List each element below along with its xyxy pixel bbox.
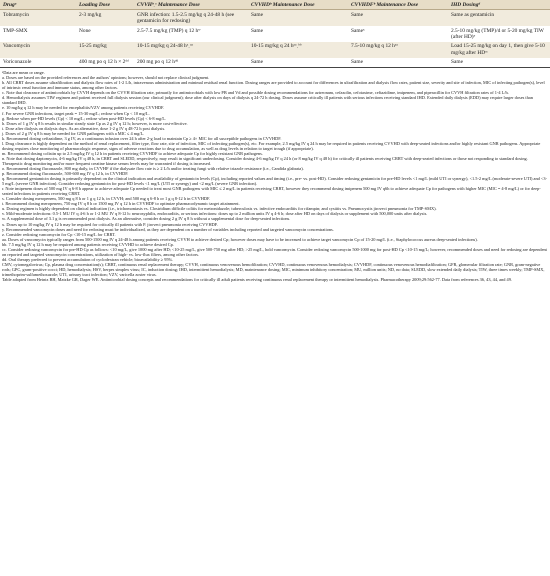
ihd-cell: Same as gentamicin (448, 10, 550, 26)
table-row (0, 42, 550, 58)
cvvhd-cell: Same (251, 27, 263, 34)
footnote: d. Hemodialysis assumes TIW regimen and patient received full dialysis session (our clinical judgment); dose after dialysis on days of dialysis q 24-72 h dosing. Doses assume critically ill patients with serious infections receiving standard IHD. Extended daily dialysis (EDD) may require larger doses than standard IHD. (2, 95, 533, 106)
cvvhd-cell: Same (248, 10, 348, 26)
header-cvvhdf-maintenance: CVVHDFᵇ Maintenance Dose (348, 0, 448, 10)
footnote: q. Recommend gentamicin dosing is primarily dependent on the clinical indication and availability of gentamicin levels (Cp), including reported values and timing (i.e., pre- vs. post-HD). Consider redosing gentamicin for pre-HD levels <1 mg/L (mild UTI or synergy), <1.5-2 mg/L (moderate-severe UTI) and <3-5 mg/L (severe GNR infection). Consider redosing gentamicin for post-HD levels <1 mg/L (UTI or synergy) and <2 mg/L (severe GNR infection). (2, 176, 547, 187)
header-drug: Drugᵃ (0, 0, 76, 10)
footnote: v. Mild-moderate infections: 0.5-1 MU IV q 4-6 h or 1-2 MU IV q 8-12 h: neurosyphilis, endocarditis, or serious infections: doses up to 2 million units IV q 4-6 h; dose after HD on days of dialysis or supplement with 500,000 units after dialysis. (2, 211, 428, 217)
footnote: CMV, cytomegalovirus; Cp, plasma drug concentration(s); CRRT, continuous renal replacement therapy; CVVH, continuous venovenous hemofiltration; CVVHD, continuous venovenous hemodialysis; CVVHDF, continuous venovenous hemodiafiltration; GFR, glomerular filtration rate; GNR, gram-negative rods; GPC, gram-positive cocci; HD, hemodialysis; HSV, herpes simplex virus; IC, induction dosing; IHD, intermittent hemodialysis; MD, maintenance dosing; MIC, minimum inhibitory concentration; MU, million units; ND, no data; SLEDD, slow extended daily dialysis; TIW, three times weekly; TMP-SMX, trimethoprim-sulfamethoxazole; UTI, urinary tract infection; VZV, varicella zoster virus. (2, 261, 545, 277)
cvvhd-cell: 10-15 mg/kg q 24 hᵃᵃˌᵇᵇ (248, 42, 348, 58)
footnote: o. Recommend dosing fluconazole, 800 mg daily, in CVVHF if the dialysate flow rate is ≥ 2 L/h and/or treating fungi with relative triazole resistance (i.e., Candida glabrata). (2, 166, 304, 172)
footnote: Table adapted from Heintz BH, Matzke GR, Dager WE. Antimicrobial dosing concepts and recommendations for critically ill adult patients receiving continuous renal replacement therapy or intermittent hemodialysis. Pharmacotherapy 2009;29:562-77. Data from references 36, 43, 44, and 49. (2, 277, 512, 283)
footnote: r. Note imipenem doses of 500 mg IV q 6-8 h appear to achieve adequate Cp needed to treat most GNR pathogens with MIC ≤ 2 mg/L in patients receiving CRRT, however they recommend dosing imipenem 500 mg IV q6h to achieve adequate Cp for pathogens with higher MIC (MIC = 4-8 mg/L) or for deep-seated infections in patients receiving CRRT. (2, 186, 541, 197)
header-ihd-dosing: IHD Dosingᵈ (448, 0, 550, 10)
footnote: aa. Doses of vancomycin typically ranges from 500-1500 mg IV q 24-48 h among patients receiving CVVH to achieve desired Cp; however doses may have to be increased to achieve target vancomycin Cp of 15-20 mg/L (i.e., Staphylococcus aureus deep-seated infections). (2, 236, 478, 242)
ihd-cell: Load 15-25 mg/kg on day 1, then give 5-10 mg/kg after HDᶜᶜ (448, 42, 550, 58)
footnote: j. Doses of 2 g IV q 8 h may be needed for GNR pathogens with a MIC ≤ 4 mg/L. (2, 130, 145, 136)
drug-name: Tobramycin (0, 10, 76, 26)
footnote: k. Recommend dosing ceftazidime, 3 g IV, as a continuous infusion over 24 h after 2-g load to maintain Cp ≥ 4× MIC for all susceptible pathogens in CVVHDF. (2, 135, 282, 141)
dosing-table (0, 0, 550, 68)
header-loading-dose: Loading Dose (76, 0, 134, 10)
cvvhdf-cell: Same (348, 10, 448, 26)
cvvhdf-cell: 7.5-10 mg/kg q 12 hᵃᵃ (348, 42, 448, 58)
footnotes (0, 68, 550, 282)
drug-name: Voriconazole (0, 58, 76, 68)
footnote: f. For severe GNR infections, target peak = 15-30 mg/L; redose when Cp < 10 mg/L. (2, 110, 150, 116)
footnote: g. Redose when pre-HD levels (Cp) < 10 mg/L; redose when post-HD levels (Cp) < 6-8 mg/L. (2, 115, 167, 121)
loading-dose-cell: 15-25 mg/kg (76, 42, 134, 58)
cvvhd-cell: Same (248, 58, 348, 68)
footnote: b. All CRRT doses assume ultrafiltration and dialysis flow rates of 1-2 L/h, intravenous administration and minimal residual renal function. Dosing ranges are provided to account for differences in ultrafiltration and dialysis flow rates, patient size, severity and site of infection, MIC of infecting pathogen(s), level of intrinsic renal function and immune status, among other factors. (2, 80, 545, 91)
loading-dose-cell: 2-3 mg/kg (76, 10, 134, 26)
footnote: x. Doses up to 10 mg/kg IV q 12 h may be required for critically ill patients with P. jiroveci pneumonia receiving CVVHDF. (2, 221, 218, 227)
footnote: i. Dose after dialysis on dialysis days. As an alternative, dose 1-2 g IV q 48-72 h post dialysis. (2, 125, 166, 131)
loading-dose-cell: 400 mg po q 12 h × 2ᵈᵈ (76, 58, 134, 68)
footnote: z. Consider redosing vancomycin for Cp <10-15 mg/L for CRRT. (2, 231, 116, 237)
cvvhdf-cell: Sameˣ (351, 27, 365, 34)
cvvh-cell: GNR infection: 1.5-2.5 mg/kg q 24-48 h (see gentamicin for redosing) (134, 10, 248, 26)
footnote: bb. 7.5 mg/kg IV q 12 h may be required among patients receiving CVVHD to achieve desired Cp. (2, 241, 174, 247)
cvvh-cell: 10-15 mg/kg q 24-48 hᶻˌᵃᵃ (134, 42, 248, 58)
loading-dose-cell: None (79, 27, 91, 34)
cvvhdf-cell: Same (348, 58, 448, 68)
table-row (0, 58, 550, 68)
table-row (0, 10, 550, 26)
footnote: ᵃData are mean or range. (2, 70, 45, 76)
footnote: h. Doses of 1 g IV q 8 h results in similar steady state Cp as 2 g IV q 12 h; however, is more cost-effective. (2, 120, 188, 126)
footnote: y. Recommended vancomycin doses and need for redosing must be individualized, as they are dependent on a number of variables including reported and targeted vancomycin concentrations. (2, 226, 334, 232)
drug-name: TMP-SMX (3, 27, 28, 34)
footnote: p. Recommend dosing fluconazole, 500-600 mg IV q 12 h, in CVVHDF. (2, 171, 129, 177)
footnote: dd. Oral therapy preferred to prevent accumulation of cyclodextran vehicle; bioavailability ≥ 95%. (2, 256, 174, 262)
footnote: e. 10 mg/kg q 12 h may be needed for encephalitis/VZV among patients receiving CVVHDF. (2, 105, 165, 111)
header-cvvhd-maintenance: CVVHDᵇ Maintenance Dose (248, 0, 348, 10)
footnote: a. Doses are based on the provided references and the authors' opinions; however, should not replace clinical judgment. (2, 75, 210, 81)
header-cvvh-maintenance: CVVHᵇˌᶜ Maintenance Dose (134, 0, 248, 10)
footnote: c. Note that clearance of antimicrobials by CVVH depends on the CVVH filtration rate, primarily for antimicrobials with low PB and Vd and possible dosing recommendations for aztreonam, cefazolin, cefotaxime, ceftazidime, imipenem, and piperacillin for CVVH filtration rates of 1-4 L/h. (2, 90, 509, 96)
footnote: cc. Consider redosing vancomycin for pre-HD Cp as follows: <10 mg/L, give 1000 mg after HD; <10-25 mg/L, give 500-750 mg after HD; >25 mg/L, hold vancomycin. Consider redosing vancomycin 500-1000 mg for post-HD Cp <10-15 mg/L; however, recommended doses and need for redosing are dependent on reported and targeted vancomycin concentrations, utilization of high- vs. low-flux filters, among other factors. (2, 246, 547, 257)
drug-name: Vancomycin (0, 42, 76, 58)
footnote: m. Recommend dosing colistin up to 2.5 mg/kg IV q 12 h in patients receiving CVVHDF to achieve adequate Cp for highly resistant GNR pathogens. (2, 150, 263, 156)
cvvh-cell: 200 mg po q 12 hᵈᵈ (134, 58, 248, 68)
cvvh-cell: 2.5-7.5 mg/kg (TMP) q 12 hʷ (137, 27, 201, 34)
footnote: w. A supplemental dose of 3.1 g is recommended post dialysis. As an alternative, consider dosing 2 g IV q 8 h without a supplemental dose for deep-seated infections. (2, 216, 291, 222)
footnote: u. Dosing regimen is highly dependent on clinical indication (i.e., trichomoniasis vs. Clostridium difficile colitis for metronidazole; tuberculosis vs. infective endocarditis for rifampin; and cystitis vs. Pneumocystis jiroveci pneumonia for TMP-SMX). (2, 206, 437, 212)
ihd-cell: Same (448, 58, 550, 68)
table-header-row (0, 0, 550, 10)
ihd-cell: 2.5-10 mg/kg (TMP)/d or 5-20 mg/kg TIW (after HD)ʸ (451, 27, 544, 40)
table-row (0, 26, 550, 42)
footnote: s. Consider dosing meropenem, 500 mg q 8 h or 1 g q 12 h, in CVVH; and 500 mg q 6-8 h or 1 g q 8-12 h in CVVHDF. (2, 196, 211, 202)
footnote: t. Recommend dosing meropenem, 750 mg IV q 8 h or 1500 mg IV q 12 h in CVVHDF to optimize pharmacodynamic target attainment. (2, 201, 240, 207)
footnote: l. Drug clearance is highly dependent on the method of renal replacement, filter type, flow rate, site of infection, MIC of infecting pathogen(s), etc. For example, 2.5 mg/kg IV q 24 h may be required in patients receiving CVVHD with deep-seated infections and/or highly resistant GNR pathogens. Appropriate dosing requires close monitoring of pharmacologic response, signs of adverse reactions due to drug accumulation, as well as drug levels in relation to target trough (if appropriate). (2, 140, 541, 151)
footnote: n. Note that dosing daptomycin, 4-6 mg/kg IV q 48 h, in CRRT and SLEDD, respectively, may result in significant underdosing. Consider dosing 4-6 mg/kg IV q 24 h (or 8 mg/kg IV q 48 h) for critically ill patients receiving CRRT with deep-seated infections or those not responding to standard dosing. Therapeutic drug monitoring and/or more frequent creatine kinase serum levels may be warranted if dosing is increased. (2, 155, 528, 166)
